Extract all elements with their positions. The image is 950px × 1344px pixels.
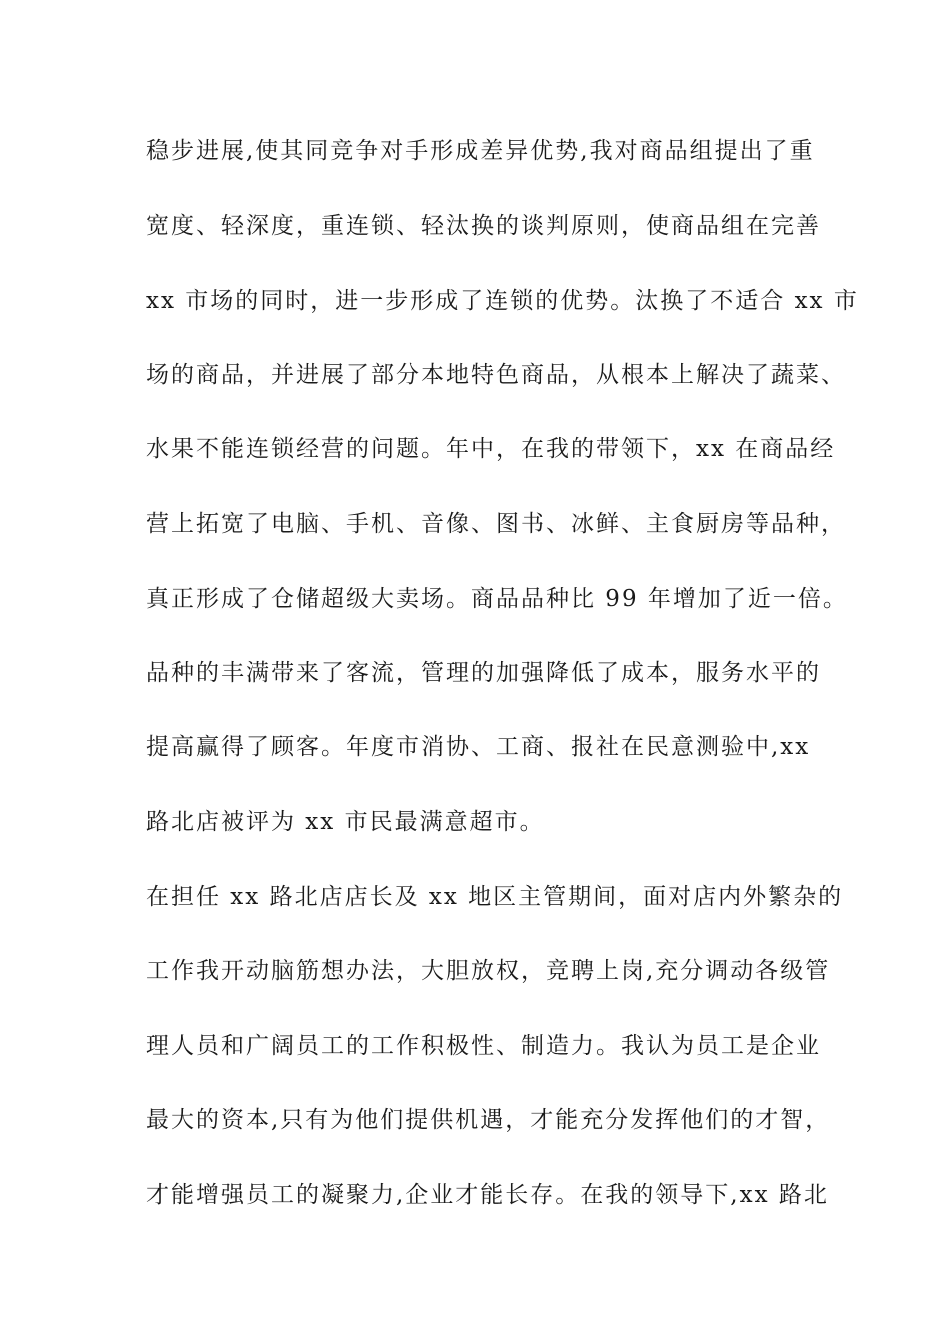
text-line: 才能增强员工的凝聚力,企业才能长存。在我的领导下,xx 路北 [146, 1182, 829, 1208]
text-line: 真正形成了仓储超级大卖场。商品品种比 99 年增加了近一倍。 [146, 586, 848, 612]
text-line: 营上拓宽了电脑、手机、音像、图书、冰鲜、主食厨房等品种， [146, 511, 846, 537]
text-line: 理人员和广阔员工的工作积极性、制造力。我认为员工是企业 [146, 1033, 821, 1059]
text-line: 水果不能连锁经营的问题。年中，在我的带领下，xx 在商品经 [146, 436, 836, 462]
text-line: 品种的丰满带来了客流，管理的加强降低了成本，服务水平的 [146, 660, 821, 686]
text-line: xx 市场的同时，进一步形成了连锁的优势。汰换了不适合 xx 市 [146, 288, 859, 314]
text-line: 工作我开动脑筋想办法，大胆放权，竞聘上岗,充分调动各级管 [146, 958, 831, 984]
text-line: 场的商品，并进展了部分本地特色商品，从根本上解决了蔬菜、 [146, 362, 846, 388]
text-line: 宽度、轻深度，重连锁、轻汰换的谈判原则，使商品组在完善 [146, 213, 821, 239]
text-line: 提高赢得了顾客。年度市消协、工商、报社在民意测验中,xx [146, 734, 811, 760]
text-line: 在担任 xx 路北店店长及 xx 地区主管期间，面对店内外繁杂的 [146, 884, 844, 910]
text-line: 路北店被评为 xx 市民最满意超市。 [146, 809, 545, 835]
text-line: 稳步进展,使其同竞争对手形成差异优势,我对商品组提出了重 [146, 138, 815, 164]
text-line: 最大的资本,只有为他们提供机遇，才能充分发挥他们的才智， [146, 1107, 831, 1133]
